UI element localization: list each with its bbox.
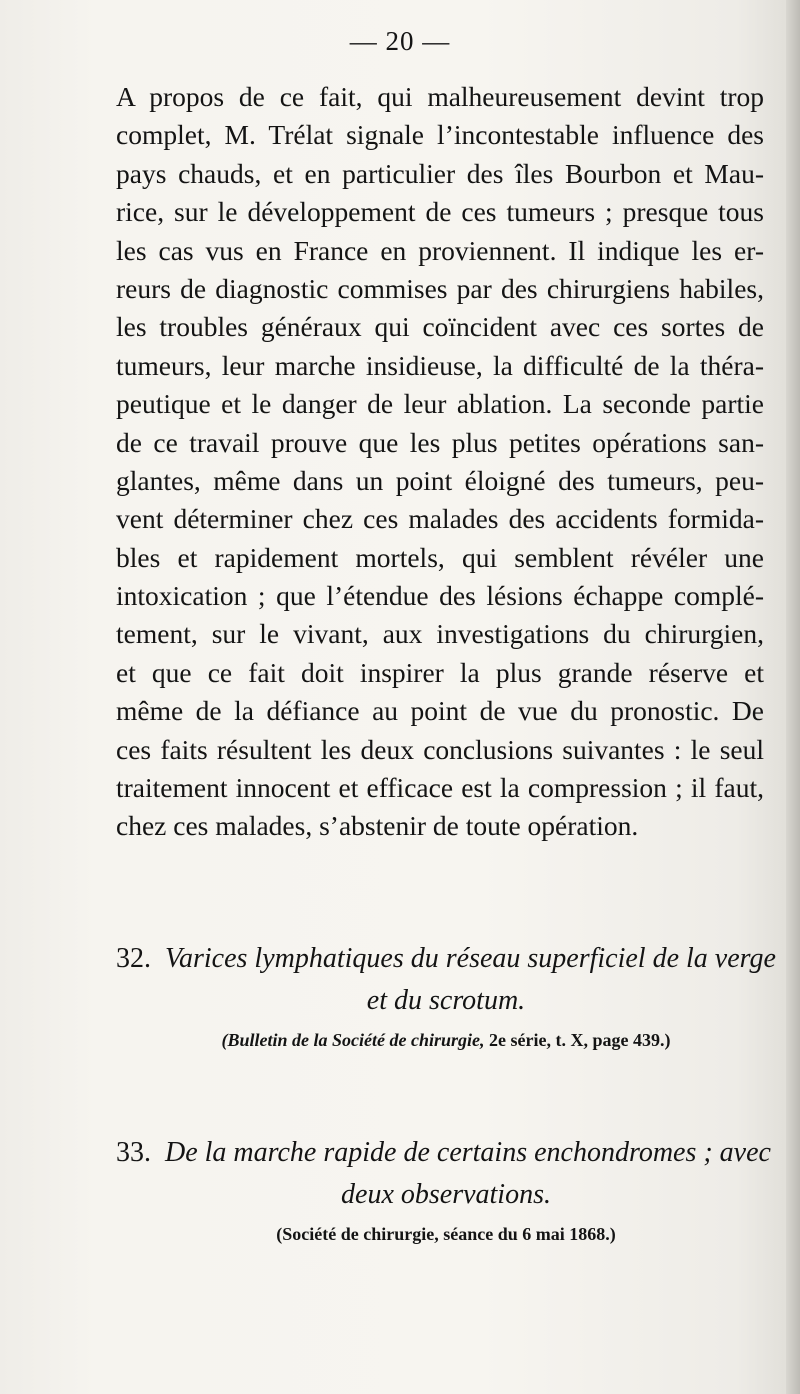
- body-line: complet, M. Trélat signale l’incontestable influence des: [116, 119, 764, 151]
- reference-source-journal: (Société de chirurgie,: [276, 1224, 439, 1244]
- reference-title-continuation: et du scrotum.: [366, 985, 526, 1016]
- reference-source: [116, 1030, 776, 1051]
- reference-entry-32: [116, 938, 776, 1051]
- reference-source: [116, 1224, 776, 1245]
- body-line: bles et rapidement mortels, qui semblent révéler une: [116, 541, 764, 573]
- page-edge-shadow: [786, 0, 800, 1394]
- body-line: les cas vus en France en proviennent. Il indique les er-: [116, 234, 764, 266]
- body-line: peutique et le danger de leur ablation. La seconde partie: [116, 388, 764, 420]
- reference-title-line: [116, 938, 776, 980]
- reference-entry-33: [116, 1132, 776, 1245]
- body-line: ces faits résultent les deux conclusions suivantes : le seul: [116, 733, 764, 765]
- reference-title-line: [116, 1132, 776, 1174]
- reference-source-details: séance du 6 mai 1868.): [443, 1224, 616, 1244]
- page-number: — 20 —: [349, 26, 451, 56]
- body-line: intoxication ; que l’étendue des lésions échappe complé-: [116, 580, 764, 612]
- reference-title-continuation: deux observations.: [341, 1179, 551, 1210]
- reference-number: 32.: [116, 943, 151, 974]
- body-line: rice, sur le développement de ces tumeurs ; presque tous: [116, 196, 764, 228]
- body-line: pays chauds, et en particulier des îles Bourbon et Mau-: [116, 157, 764, 189]
- reference-title: De la marche rapide de certains enchondromes ; avec: [165, 1137, 771, 1168]
- reference-source-journal: (Bulletin de la Société de chirurgie,: [221, 1030, 485, 1050]
- body-line: reurs de diagnostic commises par des chirurgiens habiles,: [116, 272, 764, 304]
- body-line: de ce travail prouve que les plus petites opérations san-: [116, 426, 764, 458]
- reference-source-details: 2e série, t. X, page 439.): [489, 1030, 671, 1050]
- body-line: même de la défiance au point de vue du pronostic. De: [116, 695, 764, 727]
- reference-title: Varices lymphatiques du réseau superficiel de la verge: [165, 943, 776, 974]
- body-line: et que ce fait doit inspirer la plus grande réserve et: [116, 656, 764, 688]
- body-line: traitement innocent et efficace est la compression ; il faut,: [116, 772, 764, 804]
- body-line: chez ces malades, s’abstenir de toute opération.: [116, 810, 639, 842]
- body-line: glantes, même dans un point éloigné des tumeurs, peu-: [116, 464, 764, 496]
- body-line: les troubles généraux qui coïncident avec ces sortes de: [116, 311, 764, 343]
- body-line: vent déterminer chez ces malades des accidents formida-: [116, 503, 764, 535]
- body-paragraph: [116, 78, 764, 846]
- body-line: tumeurs, leur marche insidieuse, la difficulté de la théra-: [116, 349, 764, 381]
- body-line: A propos de ce fait, qui malheureusement devint trop: [116, 81, 764, 112]
- body-line: tement, sur le vivant, aux investigations du chirurgien,: [116, 618, 764, 650]
- reference-number: 33.: [116, 1137, 151, 1168]
